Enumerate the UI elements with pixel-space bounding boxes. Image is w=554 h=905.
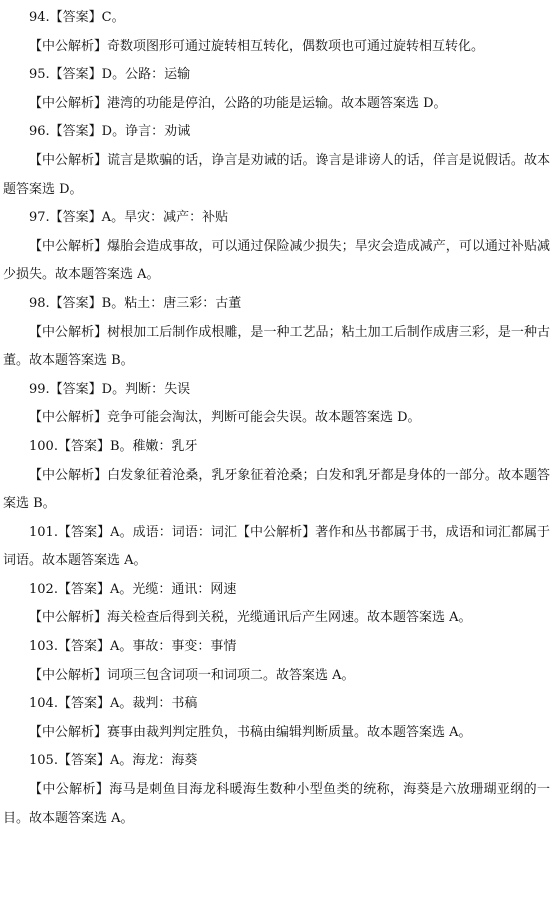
answer-line-95: 95.【答案】D。公路：运输 xyxy=(29,67,191,83)
analysis-line-95: 【中公解析】港湾的功能是停泊，公路的功能是运输。故本题答案选 D。 xyxy=(29,95,447,111)
answer-line-99: 99.【答案】D。判断：失误 xyxy=(29,381,191,397)
analysis-line-102: 【中公解析】海关检查后得到关税，光缆通讯后产生网速。故本题答案选 A。 xyxy=(29,610,472,626)
analysis-line-103: 【中公解析】词项三包含词项一和词项二。故答案选 A。 xyxy=(29,667,355,683)
analysis-line-96: 【中公解析】谎言是欺骗的话，诤言是劝诫的话。谗言是诽谤人的话，佯言是说假话。故本题答案选 D。 xyxy=(3,152,550,197)
analysis-line-99: 【中公解析】竞争可能会淘汰，判断可能会失误。故本题答案选 D。 xyxy=(29,410,421,426)
answer-line-94: 94.【答案】C。 xyxy=(29,10,125,25)
analysis-line-98: 【中公解析】树根加工后制作成根雕，是一种工艺品；粘土加工后制作成唐三彩，是一种古董。故本题答案选 B。 xyxy=(3,324,550,369)
analysis-line-104: 【中公解析】赛事由裁判判定胜负，书稿由编辑判断质量。故本题答案选 A。 xyxy=(29,724,472,740)
answer-line-98: 98.【答案】B。粘土：唐三彩：古董 xyxy=(29,295,242,311)
answer-line-104: 104.【答案】A。裁判：书稿 xyxy=(29,696,198,712)
analysis-line-94: 【中公解析】奇数项图形可通过旋转相互转化，偶数项也可通过旋转相互转化。 xyxy=(29,38,485,54)
answer-line-105: 105.【答案】A。海龙：海葵 xyxy=(29,753,198,769)
answer-line-97: 97.【答案】A。旱灾：减产：补贴 xyxy=(29,210,229,226)
answer-line-100: 100.【答案】B。稚嫩：乳牙 xyxy=(29,438,198,454)
answer-line-102: 102.【答案】A。光缆：通讯：网速 xyxy=(29,581,237,597)
analysis-line-97: 【中公解析】爆胎会造成事故，可以通过保险减少损失；旱灾会造成减产，可以通过补贴减少损失。故本题答案选 A。 xyxy=(3,238,550,283)
analysis-line-105: 【中公解析】海马是刺鱼目海龙科暖海生数种小型鱼类的统称，海葵是六放珊瑚亚纲的一目。故本题答案选 A。 xyxy=(3,782,550,826)
answer-line-103: 103.【答案】A。事故：事变：事情 xyxy=(29,639,237,655)
analysis-line-100: 【中公解析】白发象征着沧桑，乳牙象征着沧桑；白发和乳牙都是身体的一部分。故本题答案选 B。 xyxy=(3,467,550,512)
answer-line-101: 101.【答案】A。成语：词语：词汇【中公解析】著作和丛书都属于书，成语和词汇都属于词语。故本题答案选 A。 xyxy=(3,524,550,569)
answer-line-96: 96.【答案】D。诤言：劝诫 xyxy=(29,124,191,140)
